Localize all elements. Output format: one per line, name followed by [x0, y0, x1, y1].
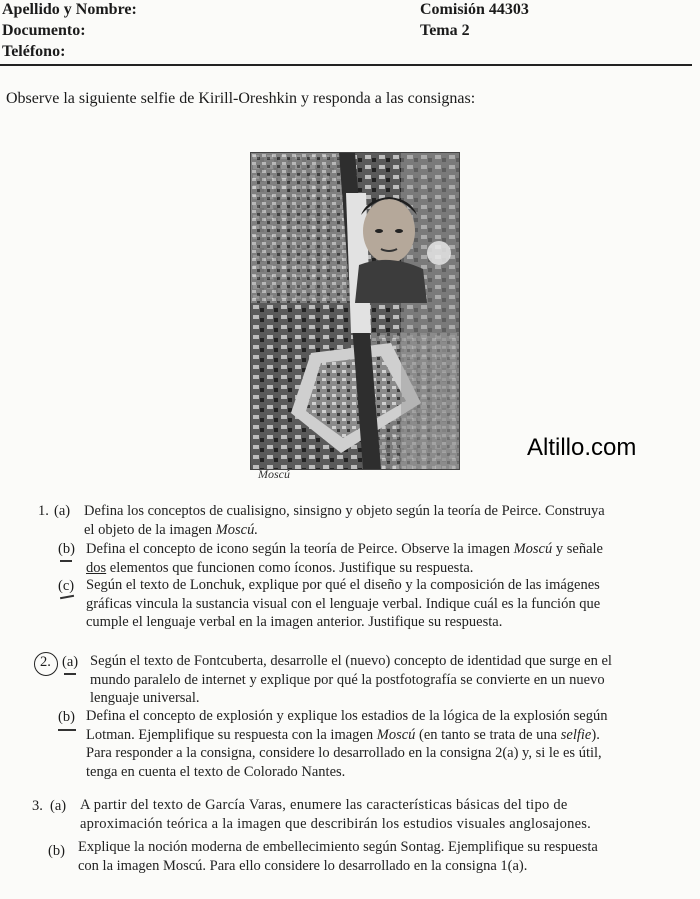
question-1a-line-2	[84, 521, 605, 540]
question-1a-label: (a)	[54, 503, 71, 519]
question-1b-text	[86, 540, 603, 577]
moscow-aerial-image	[251, 153, 459, 469]
question-1a-image-name: Moscú.	[215, 521, 258, 538]
question-1c-text	[86, 576, 600, 632]
question-3b-label: (b)	[48, 843, 65, 859]
intro-text: Observe la siguiente selfie de Kirill-Oreshkin y responda a las consignas:	[6, 90, 476, 107]
question-2a-underline-mark	[64, 673, 76, 675]
question-2b-text	[86, 707, 607, 781]
question-1c-line-3: cumple el lenguaje verbal en la imagen anterior. Justifique su respuesta.	[86, 614, 503, 631]
question-3a-text	[80, 796, 591, 833]
question-3b-text	[78, 838, 598, 875]
question-3a-line-2: aproximación teórica a la imagen que describirán los estudios visuales anglosajones.	[80, 815, 592, 832]
selfie-photo	[250, 152, 460, 470]
question-2b-line-2-text: Lotman. Ejemplifique su respuesta con la imagen	[86, 726, 377, 743]
student-fields	[2, 0, 137, 63]
question-1a-line-1: Defina los conceptos de cualisigno, sinsigno y objeto según la teoría de Peirce. Construya	[84, 503, 605, 519]
question-3a-label: (a)	[50, 798, 67, 814]
question-2b-line-2	[86, 726, 607, 745]
question-2b-line-1: Defina el concepto de explosión y explique los estadios de la lógica de la explosión según	[86, 708, 608, 724]
question-1-number: 1.	[38, 503, 49, 519]
question-1b-image-name: Moscú	[513, 541, 553, 557]
name-field-label: Apellido y Nombre:	[2, 1, 137, 18]
question-1b-line-1	[86, 540, 603, 559]
question-1b-line-1-text: Defina el concepto de icono según la teoría de Peirce. Observe la imagen	[86, 541, 514, 557]
question-1b-underline-mark	[60, 560, 72, 562]
document-field-label: Documento:	[2, 22, 86, 39]
question-1c-line-2: gráficas vincula la sustancia visual con el lenguaje verbal. Indique cuál es la función que	[86, 595, 601, 612]
question-1b-pen-mark	[60, 595, 74, 599]
question-3b-line-1: Explique la noción moderna de embellecimiento según Sontag. Ejemplifique su respuesta	[78, 839, 598, 855]
question-1a-text	[84, 502, 605, 539]
watermark: Altillo.com	[527, 434, 637, 461]
question-2a-line-2: mundo paralelo de internet y explique por qué la postfotografía se convierte en un nuevo	[90, 671, 605, 688]
question-2b-selfie-word: selfie	[560, 726, 592, 743]
question-1b-line-2-text: elementos que funcionen como íconos. Justifique su respuesta.	[106, 559, 474, 576]
question-2b-line-3: Para responder a la consigna, considere lo desarrollado en la consigna 2(a) y, si le es útil,	[86, 745, 602, 762]
question-2b-image-name: Moscú	[376, 726, 416, 743]
question-2a-label: (a)	[62, 654, 79, 670]
question-2b-line-2-end: ).	[591, 726, 600, 743]
question-2a-line-3: lenguaje universal.	[90, 690, 200, 707]
question-2a-text	[90, 652, 612, 708]
question-1c-line-1: Según el texto de Lonchuk, explique por qué el diseño y la composición de las imágenes	[86, 577, 600, 593]
question-1b-label: (b)	[58, 541, 75, 557]
question-1b-line-2	[86, 559, 603, 578]
image-caption: Moscú	[258, 467, 290, 481]
question-3a-line-1: A partir del texto de García Varas, enumere las características básicas del tipo de	[80, 797, 568, 813]
question-2b-underline-mark	[58, 729, 76, 731]
commission-label: Comisión 44303	[420, 1, 529, 18]
question-2-number: 2.	[40, 654, 51, 670]
question-3b-line-2: con la imagen Moscú. Para ello considere lo desarrollado en la consigna 1(a).	[78, 857, 528, 874]
question-1b-underlined-word: dos	[86, 559, 107, 576]
header-divider	[0, 64, 692, 66]
question-2b-label: (b)	[58, 709, 75, 725]
exam-info	[420, 0, 529, 42]
topic-label: Tema 2	[420, 22, 470, 39]
question-2b-line-2-mid: (en tanto se trata de una	[415, 726, 561, 743]
question-1b-line-1-end: y señale	[552, 541, 603, 557]
question-2a-line-1: Según el texto de Fontcuberta, desarrolle el (nuevo) concepto de identidad que surge en el	[90, 653, 612, 669]
question-1a-line-2-text: el objeto de la imagen	[84, 521, 216, 538]
phone-field-label: Teléfono:	[2, 43, 66, 60]
question-3-number: 3.	[32, 798, 43, 814]
question-1c-label: (c)	[58, 578, 75, 594]
question-2b-line-4: tenga en cuenta el texto de Colorado Nantes.	[86, 763, 346, 780]
